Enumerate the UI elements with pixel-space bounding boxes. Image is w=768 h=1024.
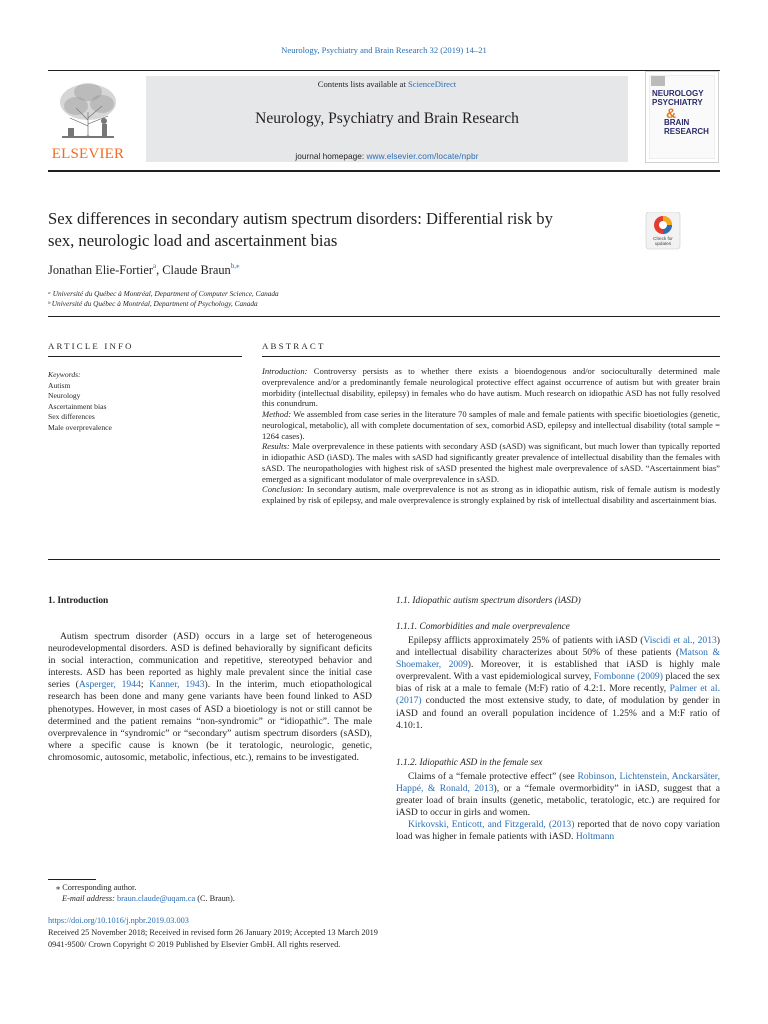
cover-title-line: NEUROLOGY (652, 89, 704, 98)
sciencedirect-link[interactable]: ScienceDirect (408, 79, 457, 89)
cover-title-amp: & (666, 105, 677, 122)
reference-link[interactable]: Fombonne (2009) (593, 671, 663, 683)
abstract-text: Male overprevalence in these patients with secondary ASD (sASD) was significant, but much lower than typically reported in idiopathic ASD (iASD). The males with sASD had significantly greater prevalence of intellectual disability than the females with sASD. The neuropathologies with highest risk of sASD presented the highest male overprevalence of sASD. “Ascertainment bias” emerged as a significant modulator of male overprevalence in sASD. (262, 441, 720, 484)
abstract-end-rule (48, 559, 720, 560)
author-name[interactable]: Jonathan Elie-Fortier (48, 263, 153, 277)
header-thick-rule (48, 170, 720, 172)
journal-banner (146, 76, 628, 162)
author-affiliation-mark[interactable]: b,⁎ (230, 262, 240, 270)
reference-link[interactable]: Holtmann (575, 831, 615, 843)
crossmark-label: Check for updates (653, 236, 673, 246)
article-title-line: sex, neurologic load and ascertainment bias (48, 231, 338, 250)
abstract-introduction (262, 366, 720, 409)
footnote-rule (48, 879, 96, 880)
intro-text: Autism spectrum disorder (ASD) occurs in a large set of heterogeneous neurodevelopmental disorders. ASD is defined behaviorally by significant deficits in social interaction, communication and repetitive, stereotyped behavior and interests. ASD has been reported as highly male prevalent since the initial case series ( (48, 631, 372, 691)
abstract-label: Results: (262, 441, 290, 452)
contents-line (146, 79, 628, 89)
email-suffix: (C. Braun). (195, 894, 235, 903)
abstract-heading: ABSTRACT (262, 341, 326, 351)
section-1-1-1-heading: 1.1.1. Comorbidities and male overprevalence (396, 622, 570, 632)
article-title-line: Sex differences in secondary autism spectrum disorders: Differential risk by (48, 209, 553, 228)
keywords-block (48, 370, 112, 434)
affiliation-b: ᵇ Université du Québec à Montréal, Department of Psychology, Canada (48, 299, 258, 308)
email-label: E-mail address: (62, 894, 115, 903)
article-info-rule (48, 356, 242, 357)
intro-text: ). In the interim, much etiopathological research has been done and many gene variants have been found linked to ASD phenotypes. However, in most cases of ASD a bioetiology is not or still cannot be determined and the patient remains “non-syndromic” or “idiopathic”. The male overprevalence in “syndromic” or “secondary” autism spectrum disorders (sASD), where a specific cause is known (be it teratologic, neurologic, genetic, chromosomic, autosomic, metabolic, infectious, etc.), remains to be investigated. (48, 679, 372, 763)
journal-citation[interactable]: Neurology, Psychiatry and Brain Research 32 (2019) 14–21 (281, 45, 487, 55)
reference-link[interactable]: Robinson, Lichtenstein, Anckarsäter, Happé, & Ronald, 2013 (396, 771, 720, 795)
abstract-text: Controversy persists as to whether there exists a bioendogenous and/or socioculturally determined male overprevalence and/or a predominantly female neurological protective effect against occurrence of autism but with greater brain morbidity (intellectual disability, epilepsy) in females who do have autism. Much research on idiopathic ASD has not fully resolved this conundrum. (262, 366, 720, 409)
author-list (48, 262, 240, 278)
publisher-name: ELSEVIER (51, 146, 125, 162)
received-dates: Received 25 November 2018; Received in revised form 26 January 2019; Accepted 13 March 2019 (48, 928, 378, 937)
body-text: Claims of a “female protective effect” (see (408, 771, 578, 782)
body-text: ). Moreover, it is established that iASD is highly male overprevalent. With a vast epidemiological survey, (396, 659, 720, 683)
email-link[interactable]: braun.claude@uqam.ca (117, 894, 196, 903)
cover-logo-icon (651, 76, 665, 86)
author-separator: , (156, 263, 163, 277)
abstract-text: We assembled from case series in the literature 70 samples of male and female patients with specific bioetiologies (genetic, neurological, metabolic), all with complete documentation of sex, comorbid ASD, epilepsy and intellectual disability (total sample = 1264 cases). (262, 409, 720, 441)
author-name[interactable]: Claude Braun (162, 263, 231, 277)
abstract-body (262, 366, 720, 506)
keywords-label: Keywords: (48, 370, 81, 379)
reference-link[interactable]: Kirkovski, Enticott, and Fitzgerald, (2013) (408, 819, 575, 831)
section-rule (48, 316, 720, 317)
section-1-1-1-text (396, 635, 720, 732)
body-text: Epilepsy afflicts approximately 25% of patients with iASD ( (408, 635, 644, 646)
elsevier-logo[interactable] (48, 76, 128, 162)
keyword: Sex differences (48, 412, 95, 422)
journal-title[interactable]: Neurology, Psychiatry and Brain Research (255, 110, 519, 127)
reference-link[interactable]: Kanner, 1943 (149, 679, 205, 691)
journal-homepage (146, 151, 628, 161)
author-affiliation-mark[interactable]: a (152, 262, 157, 270)
abstract-results (262, 441, 720, 484)
article-title (48, 208, 638, 252)
contents-prefix: Contents lists available at (317, 79, 408, 89)
crossmark-badge[interactable] (645, 212, 685, 250)
cover-title (652, 90, 709, 136)
header-rule (48, 70, 720, 71)
keyword: Neurology (48, 391, 81, 401)
body-text: placed the sex bias of risk at a male to female (M:F) ratio of 4.2:1. More recently, (396, 671, 720, 695)
article-info-heading: ARTICLE INFO (48, 341, 134, 351)
doi-link[interactable]: https://doi.org/10.1016/j.npbr.2019.03.003 (48, 916, 189, 925)
reference-link[interactable]: Viscidi et al., 2013 (643, 635, 717, 646)
abstract-conclusion (262, 484, 720, 506)
abstract-label: Conclusion: (262, 484, 305, 495)
abstract-method (262, 409, 720, 441)
keyword: Male overprevalence (48, 422, 112, 432)
abstract-text: In secondary autism, male overprevalence is not as strong as in idiopathic autism, risk of female autism is modestly explained by risk of epilepsy, and male overprevalence is strongly explained by risk of intellectual disability and ascertainment bias. (262, 484, 720, 505)
ref-separator: ; (140, 679, 150, 691)
abstract-rule (262, 356, 720, 357)
intro-heading: 1. Introduction (48, 596, 109, 606)
body-text: conducted the most extensive study, to date, of modulation by gender in iASD and found an overall population incidence of 1.25% and a M:F ratio of 4.10:1. (396, 695, 720, 731)
section-1-1-heading: 1.1. Idiopathic autism spectrum disorders (iASD) (396, 596, 581, 606)
affiliation-a: ᵃ Université du Québec à Montréal, Department of Computer Science, Canada (48, 289, 279, 298)
homepage-prefix: journal homepage: (295, 151, 367, 161)
reference-link[interactable]: Palmer et al. (2017) (396, 683, 720, 707)
body-text: ), or a “female overmorbidity” in iASD, suggest that a greater load of brain insults (genetic, metabolic, teratologic, etc.) are required for iASD to occur in girls and women. (396, 783, 720, 819)
section-1-1-2-text (396, 771, 720, 844)
section-1-1-2-heading: 1.1.2. Idiopathic ASD in the female sex (396, 758, 543, 768)
journal-cover[interactable] (645, 71, 719, 163)
cover-title-line: BRAIN (664, 118, 690, 128)
homepage-link[interactable]: www.elsevier.com/locate/npbr (366, 151, 479, 161)
reference-link[interactable]: Asperger, 1944 (78, 679, 141, 691)
cover-title-line: RESEARCH (664, 126, 709, 136)
intro-paragraph (48, 631, 372, 764)
keyword: Ascertainment bias (48, 401, 107, 411)
body-text: reported that de novo copy variation load was higher in female patients with iASD. (396, 819, 720, 843)
abstract-label: Introduction: (262, 366, 308, 376)
keyword: Autism (48, 380, 71, 390)
reference-link[interactable]: Matson & Shoemaker, 2009 (396, 647, 720, 671)
corresponding-author-note: ⁎ Corresponding author. (56, 883, 137, 892)
abstract-label: Method: (262, 409, 292, 419)
cover-title-line: PSYCHIATRY (652, 97, 703, 107)
body-text: ) and intellectual disability characterizes about 50% of these patients ( (396, 635, 720, 659)
email-line (62, 894, 235, 903)
copyright-line: 0941-9500/ Crown Copyright © 2019 Published by Elsevier GmbH. All rights reserved. (48, 940, 341, 949)
